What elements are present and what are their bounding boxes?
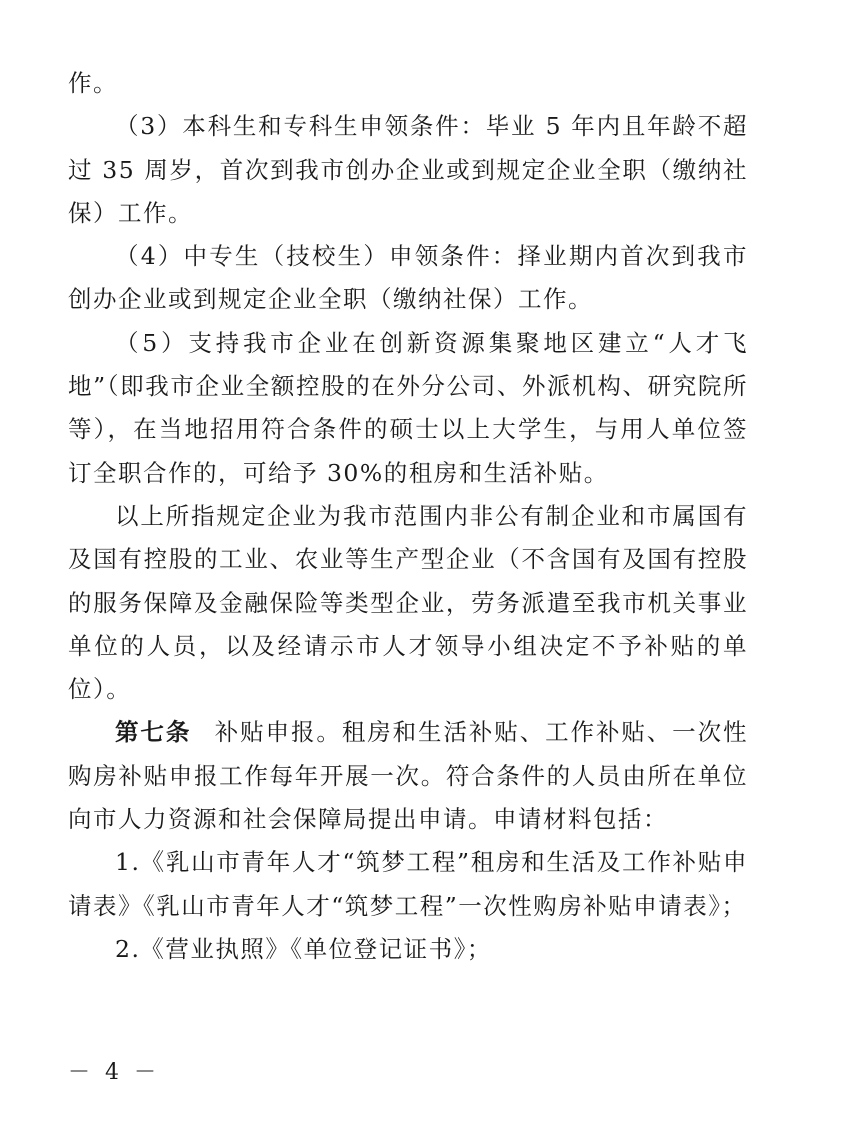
article-7-label: 第七条 <box>115 718 192 747</box>
paragraph-item-3: （3）本科生和专科生申领条件：毕业 5 年内且年龄不超过 35 周岁，首次到我市创办企业或到规定企业全职（缴纳社保）工作。 <box>68 112 748 227</box>
article-7-paragraph <box>68 711 748 841</box>
page-number: － 4 － <box>68 1060 160 1085</box>
list-item-1: 1.《乳山市青年人才“筑梦工程”租房和生活及工作补贴申请表》《乳山市青年人才“筑梦工程”一次性购房补贴申请表》； <box>68 848 748 920</box>
document-body <box>68 62 748 971</box>
paragraph-continuation: 作。 <box>68 69 118 97</box>
list-item-2: 2.《营业执照》《单位登记证书》； <box>115 934 492 963</box>
paragraph-item-5: （5）支持我市企业在创新资源集聚地区建立“人才飞地”（即我市企业全额控股的在外分公司、外派机构、研究院所等），在当地招用符合条件的硕士以上大学生，与用人单位签订全职合作的，可给予 30%的租房和生活补贴。 <box>68 328 748 487</box>
paragraph-item-4: （4）中专生（技校生）申领条件：择业期内首次到我市创办企业或到规定企业全职（缴纳社保）工作。 <box>68 242 748 314</box>
article-7-text: 补贴申报。租房和生活补贴、工作补贴、一次性购房补贴申报工作每年开展一次。符合条件的人员由所在单位向市人力资源和社会保障局提出申请。申请材料包括： <box>68 718 749 834</box>
paragraph-scope-note: 以上所指规定企业为我市范围内非公有制企业和市属国有及国有控股的工业、农业等生产型企业（不含国有及国有控股的服务保障及金融保险等类型企业，劳务派遣至我市机关事业单位的人员，以及经请示市人才领导小组决定不予补贴的单位）。 <box>68 501 748 704</box>
